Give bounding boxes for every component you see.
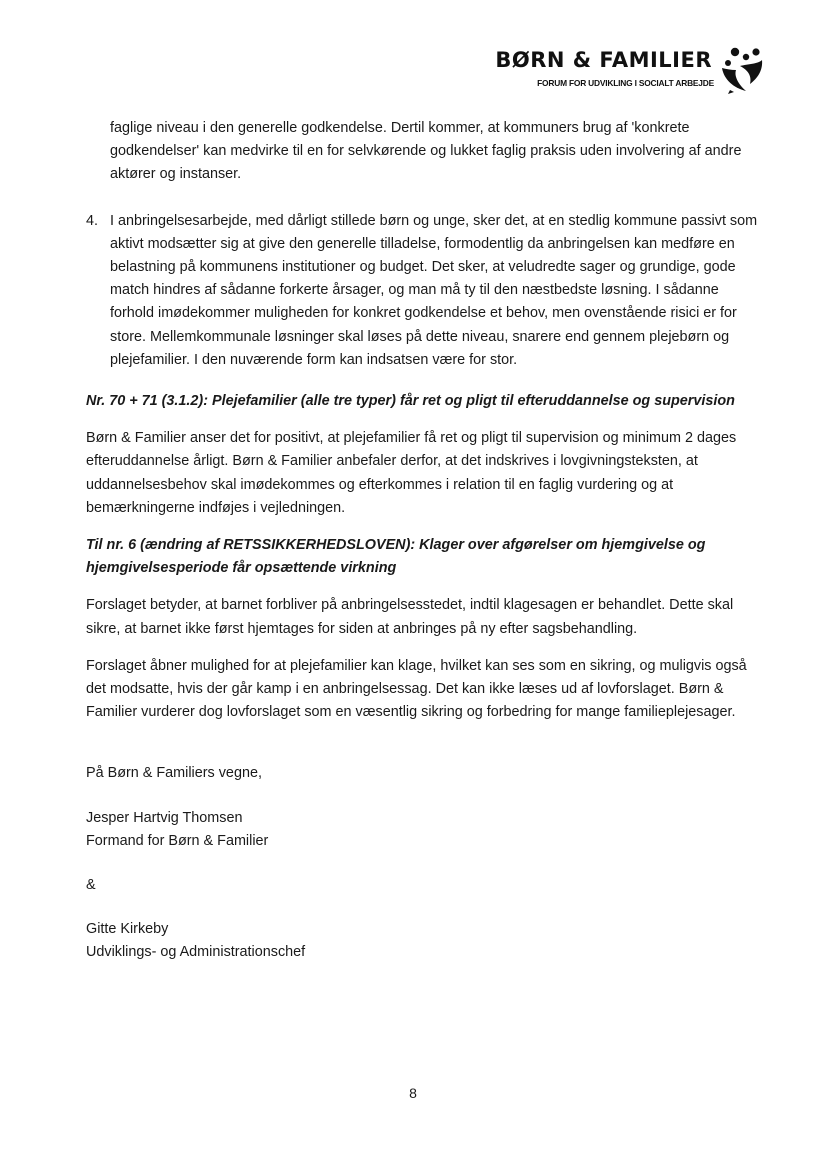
letter-body <box>86 117 766 965</box>
signature-block <box>86 762 766 964</box>
paragraph-forslaget-betyder: Forslaget betyder, at barnet forbliver på anbringelsesstedet, indtil klagesagen er behandlet. Dette skal sikre, at barnet ikke først hjemtages for siden at anbringes på ny efter sagsbehandling. <box>86 597 734 637</box>
closing-line: På Børn & Familiers vegne, <box>86 765 262 782</box>
continued-paragraph: faglige niveau i den generelle godkendelse. Dertil kommer, at kommuners brug af 'konkrete godkendelser' kan medvirke til en for selvkørende og lukket faglig praksis uden involvering af andre aktører og instanser. <box>110 120 742 183</box>
signer1-title: Formand for Børn & Familier <box>86 832 269 849</box>
paragraph-efteruddannelse: Børn & Familier anser det for positivt, at plejefamilier få ret og pligt til supervision og minimum 2 dages efteruddannelse årligt. Børn & Familier anbefaler derfor, at det indskrives i lovgivningsteksten, at uddannelsesbehov skal imødekommes og efterkommes i relation til en faglig vurdering og at bemærkningerne indføjes i vejledningen. <box>86 430 737 516</box>
signer1-name: Jesper Hartvig Thomsen <box>86 809 243 826</box>
page-number: 8 <box>409 1085 417 1101</box>
item-number: 4. <box>86 212 99 229</box>
signer2-title: Udviklings- og Administrationschef <box>86 944 306 961</box>
item-text: I anbringelsesarbejde, med dårligt stillede børn og unge, sker det, at en stedlig kommune passivt som aktivt modsætter sig at give den generelle tilladelse, formodentlig da anbringelsen kan medføre en belastning på kommunens institutioner og budget. Det sker, at veludredte sager og grundige, gode match hindres af sådanne forkerte årsager, og man må ty til den næstbedste løsning. I sådanne forhold imødekommer muligheden for konkret godkendelse et behov, men ovenstående risici er for store. Mellemkommunale løsninger skal løses på dette niveau, snarere end gennem plejebørn og plejefamilier. I den nuværende form kan indsatsen være for stor. <box>110 212 758 368</box>
signature-ampersand: & <box>86 877 96 894</box>
brand-title: BØRN & FAMILIER <box>495 48 712 72</box>
numbered-item-4 <box>86 210 766 372</box>
paragraph-forslaget-aabner: Forslaget åbner mulighed for at plejefamilier kan klage, hvilket kan ses som en sikring, og muligvis også det modsatte, hvis der går kamp i en anbringelsessag. Det kan ikke læses ud af lovforslaget. Børn & Familier vurderer dog lovforslaget som en væsentlig sikring og forbedring for mange familieplejesager. <box>86 657 747 721</box>
letterhead <box>464 44 764 96</box>
brand-subtitle: FORUM FOR UDVIKLING I SOCIALT ARBEJDE <box>537 78 714 88</box>
signer2-name: Gitte Kirkeby <box>86 921 169 938</box>
family-figures-icon <box>718 44 764 94</box>
section-heading-nr-70-71: Nr. 70 + 71 (3.1.2): Plejefamilier (alle tre typer) får ret og pligt til efteruddannelse og supervision <box>86 393 735 410</box>
section-heading-nr-6: Til nr. 6 (ændring af RETSSIKKERHEDSLOVEN): Klager over afgørelser om hjemgivelse og hjemgivelsesperiode får opsættende virkning <box>86 537 706 577</box>
